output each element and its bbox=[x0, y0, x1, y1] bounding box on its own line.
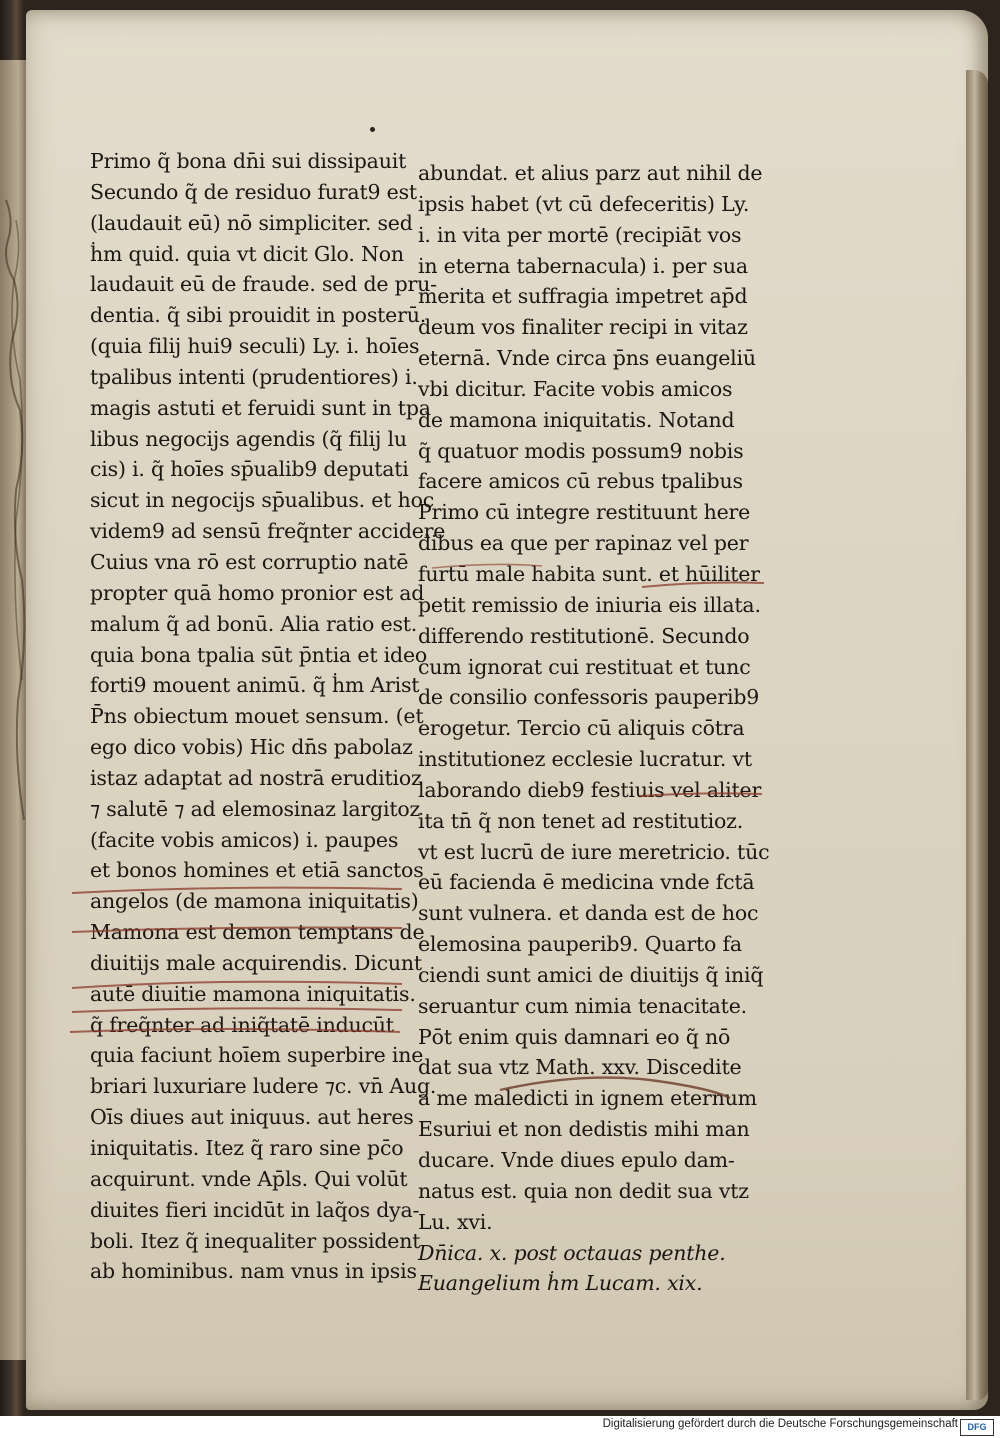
text-line: tpalibus intenti (prudentiores) i. bbox=[90, 364, 418, 389]
text-line: briari luxuriare ludere ⁊c. vn̄ Aug. bbox=[90, 1074, 437, 1099]
text-line: eū facienda ē medicina vnde fctā bbox=[418, 870, 755, 895]
text-line: ciendi sunt amici de diuitijs q̃ iniq̃ bbox=[418, 962, 764, 987]
text-line: erogetur. Tercio cū aliquis cōtra bbox=[418, 716, 745, 741]
text-line: ⁊ salutē ⁊ ad elemosinaz largitoz bbox=[90, 796, 421, 821]
text-line: P̄ns obiectum mouet sensum. (et bbox=[90, 704, 424, 729]
text-line: forti9 mouent animū. q̃ ḣm Arist bbox=[90, 673, 420, 698]
text-line: dentia. q̃ sibi prouidit in posterū. bbox=[90, 303, 427, 328]
text-line: quia bona tpalia sūt p̄ntia et ideo bbox=[90, 642, 428, 667]
text-line: sunt vulnera. et danda est de hoc bbox=[418, 901, 759, 926]
text-line: in eterna tabernacula) i. per sua bbox=[418, 253, 748, 278]
text-line: magis astuti et feruidi sunt in tpa bbox=[90, 395, 431, 420]
text-line: cum ignorat cui restituat et tunc bbox=[418, 654, 751, 679]
text-line: (facite vobis amicos) i. paupes bbox=[90, 827, 399, 852]
text-line: istaz adaptat ad nostrā eruditioz bbox=[90, 765, 422, 790]
text-line: vt est lucrū de iure meretricio. tūc bbox=[418, 839, 770, 864]
text-line: cis) i. q̃ hoīes sp̄ualib9 deputati bbox=[90, 457, 409, 482]
text-line: ducare. Vnde diues epulo dam- bbox=[418, 1148, 735, 1172]
text-line: Secundo q̃ de residuo furat9 est bbox=[90, 179, 417, 204]
text-line: dibus ea que per rapinaz vel per bbox=[418, 531, 749, 556]
text-line: malum q̃ ad bonū. Alia ratio est. bbox=[90, 611, 418, 636]
text-line: eternā. Vnde circa p̄ns euangeliū bbox=[418, 346, 756, 371]
text-line: ḣm quid. quia vt dicit Glo. Non bbox=[90, 241, 404, 266]
text-line: seruantur cum nimia tenacitate. bbox=[418, 993, 747, 1018]
dfg-logo: DFG bbox=[960, 1419, 994, 1436]
text-line: dat sua vtz Math. xxv. Discedite bbox=[418, 1055, 742, 1080]
text-line: i. in vita per mortē (recipiāt vos bbox=[418, 222, 742, 247]
text-line: ego dico vobis) Hic dn̄s pabolaz bbox=[90, 735, 413, 760]
text-line: (laudauit eū) nō simpliciter. sed bbox=[90, 210, 413, 235]
text-line: (quia filij hui9 seculi) Ly. i. hoīes bbox=[90, 334, 420, 359]
text-line: furtū male habita sunt. et hūiliter bbox=[418, 561, 760, 586]
ink-dot bbox=[370, 127, 375, 132]
text-line: laborando dieb9 festiuis vel aliter bbox=[418, 777, 762, 802]
text-line: diuitijs male acquirendis. Dicunt bbox=[90, 950, 422, 975]
text-line: ipsis habet (vt cū defeceritis) Ly. bbox=[418, 191, 750, 216]
sunday-heading: Dn̄ica. x. post octauas penthe. bbox=[418, 1240, 726, 1265]
text-line: a me maledicti in ignem eternum bbox=[418, 1086, 757, 1111]
funding-credit: Digitalisierung gefördert durch die Deutsche Forschungsgemeinschaft bbox=[602, 1418, 958, 1430]
text-line: q̃ freq̃nter ad iniq̃tatē inducūt bbox=[90, 1012, 394, 1037]
text-line: Lu. xvi. bbox=[418, 1209, 493, 1234]
text-line: q̃ quatuor modis possum9 nobis bbox=[418, 438, 744, 463]
gospel-heading: Euangelium ḣm Lucam. xix. bbox=[418, 1271, 703, 1296]
text-line: Oīs diues aut iniquus. aut heres bbox=[90, 1105, 414, 1130]
text-line: iniquitatis. Itez q̃ raro sine pc̄o bbox=[90, 1136, 404, 1160]
text-line: Primo q̃ bona dn̄i sui dissipauit bbox=[90, 149, 407, 173]
text-line: Cuius vna rō est corruptio natē bbox=[90, 549, 409, 574]
text-line: Primo cū integre restituunt here bbox=[418, 500, 751, 525]
text-line: acquirunt. vnde Ap̄ls. Qui volūt bbox=[90, 1166, 408, 1191]
text-line: abundat. et alius parz aut nihil de bbox=[418, 161, 763, 185]
text-line: Esuriui et non dedistis mihi man bbox=[418, 1117, 750, 1142]
text-line: boli. Itez q̃ inequaliter possident bbox=[90, 1228, 421, 1253]
text-line: petit remissio de iniuria eis illata. bbox=[418, 592, 761, 617]
previous-page-margin-writing bbox=[2, 190, 28, 890]
text-line: diuites fieri incidūt in laq̃os dya- bbox=[90, 1197, 420, 1222]
text-line: propter quā homo pronior est ad bbox=[90, 580, 425, 605]
text-line: et bonos homines et etiā sanctos bbox=[90, 858, 424, 883]
text-line: vbi dicitur. Facite vobis amicos bbox=[418, 376, 733, 401]
text-line: natus est. quia non dedit sua vtz bbox=[418, 1178, 749, 1203]
text-line: angelos (de mamona iniquitatis) bbox=[90, 889, 419, 914]
text-line: facere amicos cū rebus tpalibus bbox=[418, 469, 743, 494]
text-line: laudauit eū de fraude. sed de pru- bbox=[90, 272, 437, 297]
text-line: deum vos finaliter recipi in vitaz bbox=[418, 315, 748, 340]
text-line: sicut in negocijs sp̄ualibus. et hoc bbox=[90, 488, 434, 513]
page-stack-edge bbox=[966, 70, 988, 1400]
text-line: videm9 ad sensū freq̃nter accidere bbox=[90, 519, 446, 544]
left-text-column bbox=[90, 146, 445, 1287]
text-line: de mamona iniquitatis. Notand bbox=[418, 407, 735, 432]
text-line: Mamona est demon temptans de bbox=[90, 920, 425, 945]
text-line: institutionez ecclesie lucratur. vt bbox=[418, 747, 752, 772]
text-line: autē diuitie mamona iniquitatis. bbox=[90, 981, 416, 1006]
text-line: ab hominibus. nam vnus in ipsis bbox=[90, 1259, 417, 1284]
footer-bar bbox=[0, 1416, 1000, 1438]
text-line: de consilio confessoris pauperib9 bbox=[418, 685, 760, 710]
text-line: quia faciunt hoīem superbire ine bbox=[90, 1043, 424, 1068]
text-line: libus negocijs agendis (q̃ filij lu bbox=[90, 426, 407, 451]
text-line: merita et suffragia impetret ap̄d bbox=[418, 284, 748, 309]
text-line: Pōt enim quis damnari eo q̃ nō bbox=[418, 1024, 731, 1049]
text-line: elemosina pauperib9. Quarto fa bbox=[418, 932, 742, 957]
text-line: differendo restitutionē. Secundo bbox=[418, 623, 750, 648]
text-line: ita tn̄ q̃ non tenet ad restitutioz. bbox=[418, 808, 744, 833]
right-text-column bbox=[418, 158, 769, 1299]
